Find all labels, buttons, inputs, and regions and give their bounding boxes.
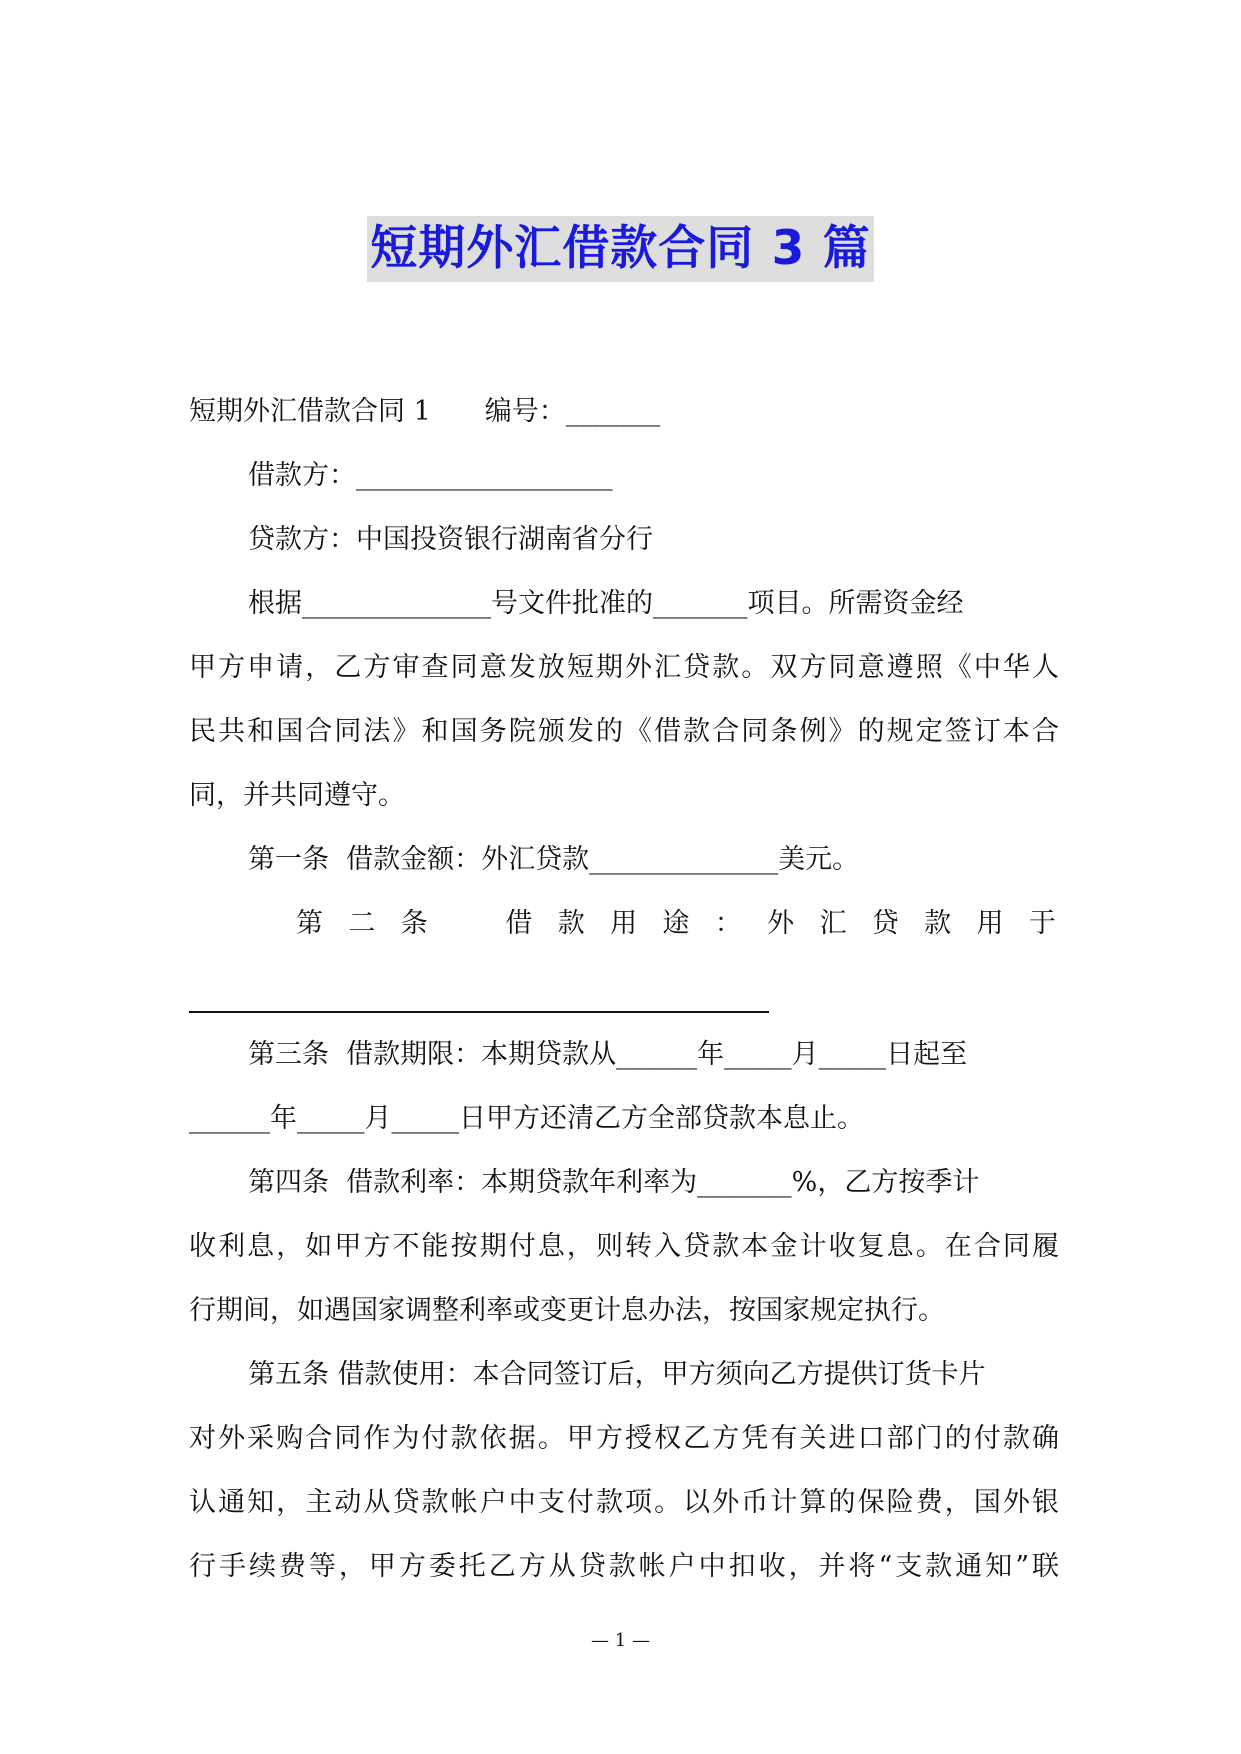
- article-2-char: 款: [557, 908, 585, 939]
- article-2-char: 第: [296, 908, 323, 939]
- paragraph-line: 对外采购合同作为付款依据。甲方授权乙方凭有关进口部门的付款确: [189, 1423, 1059, 1454]
- article-3-line: 第三条 借款期限：本期贷款从______年_____月_____日起至: [248, 1039, 968, 1070]
- paragraph-line: 甲方申请，乙方审查同意发放短期外汇贷款。双方同意遵照《中华人: [189, 652, 1059, 683]
- article-2-line: [296, 904, 1056, 944]
- article-2-char: 贷: [871, 908, 899, 939]
- article-2-char: 款: [924, 908, 952, 939]
- paragraph-line: 认通知，主动从贷款帐户中支付款项。以外币计算的保险费，国外银: [189, 1487, 1059, 1518]
- article-2-char: [453, 904, 480, 944]
- article-5-line: 第五条 借款使用：本合同签订后，甲方须向乙方提供订货卡片: [248, 1359, 986, 1390]
- article-2-char: 用: [610, 908, 638, 939]
- article-4-line: 第四条 借款利率：本期贷款年利率为_______%，乙方按季计: [248, 1167, 980, 1198]
- article-2-char: 二: [348, 908, 376, 939]
- article-2-char: 于: [1028, 908, 1056, 939]
- article-2-char: 外: [767, 908, 795, 939]
- article-2-char: 借: [505, 908, 533, 939]
- title-container: [0, 216, 1241, 282]
- paragraph-line: 根据______________号文件批准的_______项目。所需资金经: [248, 588, 964, 619]
- article-2-char: 条: [400, 908, 428, 939]
- lender-line: 贷款方：中国投资银行湖南省分行: [248, 524, 653, 555]
- paragraph-line: 收利息，如甲方不能按期付息，则转入贷款本金计收复息。在合同履: [189, 1231, 1059, 1262]
- paragraph-line: 行期间，如遇国家调整利率或变更计息办法，按国家规定执行。: [189, 1295, 945, 1326]
- contract-heading-line: 短期外汇借款合同 1 编号：_______: [189, 396, 661, 427]
- paragraph-line: 民共和国合同法》和国务院颁发的《借款合同条例》的规定签订本合: [189, 716, 1059, 747]
- article-2-char: 途: [662, 908, 690, 939]
- paragraph-line: 行手续费等，甲方委托乙方从贷款帐户中扣收，并将“支款通知”联: [189, 1551, 1059, 1582]
- page-number: — 1 —: [591, 1630, 650, 1651]
- article-1-line: 第一条 借款金额：外汇贷款______________美元。: [248, 844, 860, 875]
- article-3-line-2: ______年_____月_____日甲方还清乙方全部贷款本息止。: [189, 1103, 864, 1134]
- article-2-char: ：: [714, 908, 742, 939]
- article-2-char: 汇: [819, 908, 847, 939]
- article-2-blank-underline: [189, 1011, 769, 1013]
- article-2-char: 用: [976, 908, 1004, 939]
- borrower-line: 借款方：___________________: [248, 460, 613, 491]
- paragraph-line: 同，并共同遵守。: [189, 780, 405, 811]
- document-title: 短期外汇借款合同 3 篇: [367, 216, 873, 282]
